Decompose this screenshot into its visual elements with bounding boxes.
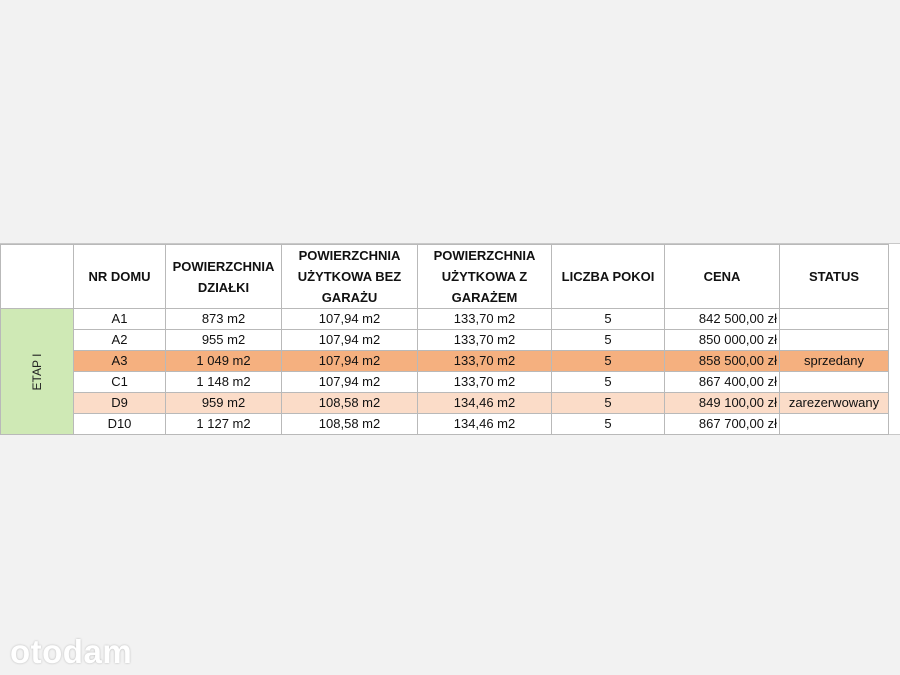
cell-cena: 849 100,00 zł: [665, 393, 780, 414]
cell-bez: 108,58 m2: [282, 414, 418, 435]
cell-status: zarezerwowany: [780, 393, 889, 414]
corner-cell: [1, 245, 74, 309]
cell-bez: 107,94 m2: [282, 309, 418, 330]
cell-dzialka: 1 148 m2: [166, 372, 282, 393]
header-cena: CENA: [665, 245, 780, 309]
cell-nr: D9: [74, 393, 166, 414]
cell-nr: A2: [74, 330, 166, 351]
cell-status: sprzedany: [780, 351, 889, 372]
cell-bez: 107,94 m2: [282, 372, 418, 393]
cell-cena: 850 000,00 zł: [665, 330, 780, 351]
cell-pokoje: 5: [552, 309, 665, 330]
cell-cena: 842 500,00 zł: [665, 309, 780, 330]
cell-nr: C1: [74, 372, 166, 393]
cell-pokoje: 5: [552, 330, 665, 351]
table-row: [1, 309, 889, 330]
table-row: [1, 414, 889, 435]
table-row: [1, 372, 889, 393]
header-uzytkowa-z-garazem: POWIERZCHNIA UŻYTKOWA Z GARAŻEM: [418, 245, 552, 309]
header-status: STATUS: [780, 245, 889, 309]
cell-status: [780, 414, 889, 435]
table-row: [1, 330, 889, 351]
cell-z: 134,46 m2: [418, 393, 552, 414]
table-row-reserved: [1, 393, 889, 414]
cell-cena: 858 500,00 zł: [665, 351, 780, 372]
cell-cena: 867 400,00 zł: [665, 372, 780, 393]
price-table: [0, 244, 889, 435]
cell-dzialka: 955 m2: [166, 330, 282, 351]
table-row-sold: [1, 351, 889, 372]
cell-pokoje: 5: [552, 351, 665, 372]
cell-cena: 867 700,00 zł: [665, 414, 780, 435]
cell-dzialka: 873 m2: [166, 309, 282, 330]
cell-status: [780, 330, 889, 351]
etap-group-cell: [1, 309, 74, 435]
cell-nr: D10: [74, 414, 166, 435]
cell-bez: 107,94 m2: [282, 330, 418, 351]
header-liczba-pokoi: LICZBA POKOI: [552, 245, 665, 309]
header-powierzchnia-dzialki: POWIERZCHNIA DZIAŁKI: [166, 245, 282, 309]
cell-bez: 107,94 m2: [282, 351, 418, 372]
header-uzytkowa-bez-garazu: POWIERZCHNIA UŻYTKOWA BEZ GARAŻU: [282, 245, 418, 309]
cell-dzialka: 1 049 m2: [166, 351, 282, 372]
cell-z: 133,70 m2: [418, 372, 552, 393]
cell-pokoje: 5: [552, 414, 665, 435]
header-row: [1, 245, 889, 309]
cell-status: [780, 309, 889, 330]
cell-nr: A3: [74, 351, 166, 372]
cell-pokoje: 5: [552, 372, 665, 393]
header-nr-domu: NR DOMU: [74, 245, 166, 309]
cell-dzialka: 959 m2: [166, 393, 282, 414]
cell-z: 134,46 m2: [418, 414, 552, 435]
cell-z: 133,70 m2: [418, 351, 552, 372]
cell-status: [780, 372, 889, 393]
otodam-watermark-logo: otodam: [10, 633, 133, 670]
cell-dzialka: 1 127 m2: [166, 414, 282, 435]
cell-nr: A1: [74, 309, 166, 330]
cell-z: 133,70 m2: [418, 330, 552, 351]
cell-bez: 108,58 m2: [282, 393, 418, 414]
price-table-sheet: [0, 243, 900, 435]
cell-z: 133,70 m2: [418, 309, 552, 330]
cell-pokoje: 5: [552, 393, 665, 414]
etap-label: ETAP I: [30, 353, 44, 390]
